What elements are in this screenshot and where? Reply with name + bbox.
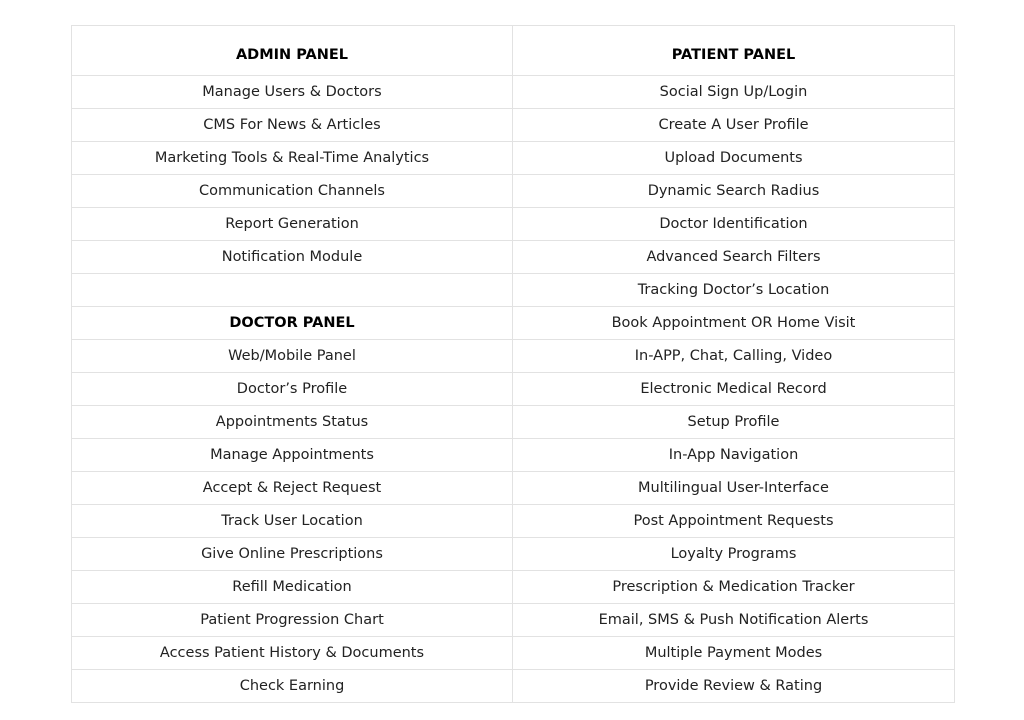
admin-feature-cell: Marketing Tools & Real-Time Analytics	[72, 142, 513, 175]
doctor-feature-cell: Patient Progression Chart	[72, 604, 513, 637]
patient-feature-cell: Loyalty Programs	[513, 538, 955, 571]
patient-feature-cell: In-APP, Chat, Calling, Video	[513, 340, 955, 373]
table-row	[72, 175, 955, 208]
admin-feature-cell: Report Generation	[72, 208, 513, 241]
table-row	[72, 406, 955, 439]
table-row	[72, 109, 955, 142]
table-row	[72, 505, 955, 538]
table-row	[72, 208, 955, 241]
patient-feature-cell: Doctor Identification	[513, 208, 955, 241]
patient-feature-cell: Post Appointment Requests	[513, 505, 955, 538]
patient-feature-cell: Prescription & Medication Tracker	[513, 571, 955, 604]
doctor-feature-cell: Refill Medication	[72, 571, 513, 604]
doctor-feature-cell: Check Earning	[72, 670, 513, 703]
table-row	[72, 26, 955, 76]
table-row	[72, 637, 955, 670]
admin-feature-cell: CMS For News & Articles	[72, 109, 513, 142]
patient-feature-cell: Book Appointment OR Home Visit	[513, 307, 955, 340]
patient-feature-cell: Multiple Payment Modes	[513, 637, 955, 670]
patient-feature-cell: Social Sign Up/Login	[513, 76, 955, 109]
table-row	[72, 604, 955, 637]
doctor-feature-cell: Track User Location	[72, 505, 513, 538]
doctor-feature-cell: Access Patient History & Documents	[72, 637, 513, 670]
patient-panel-heading: PATIENT PANEL	[513, 26, 955, 76]
patient-feature-cell: Provide Review & Rating	[513, 670, 955, 703]
doctor-feature-cell: Give Online Prescriptions	[72, 538, 513, 571]
table-row	[72, 538, 955, 571]
table-row	[72, 142, 955, 175]
doctor-feature-cell: Appointments Status	[72, 406, 513, 439]
table-row	[72, 340, 955, 373]
patient-feature-cell: In-App Navigation	[513, 439, 955, 472]
table-row	[72, 76, 955, 109]
table-row	[72, 274, 955, 307]
doctor-feature-cell: Accept & Reject Request	[72, 472, 513, 505]
doctor-feature-cell: Manage Appointments	[72, 439, 513, 472]
patient-feature-cell: Multilingual User-Interface	[513, 472, 955, 505]
patient-feature-cell: Upload Documents	[513, 142, 955, 175]
admin-panel-heading: ADMIN PANEL	[72, 26, 513, 76]
table-row	[72, 571, 955, 604]
doctor-feature-cell: Doctor’s Profile	[72, 373, 513, 406]
doctor-feature-cell: Web/Mobile Panel	[72, 340, 513, 373]
admin-feature-cell: Manage Users & Doctors	[72, 76, 513, 109]
patient-feature-cell: Setup Profile	[513, 406, 955, 439]
doctor-panel-heading: DOCTOR PANEL	[72, 307, 513, 340]
patient-feature-cell: Electronic Medical Record	[513, 373, 955, 406]
patient-feature-cell: Tracking Doctor’s Location	[513, 274, 955, 307]
table-row	[72, 373, 955, 406]
admin-feature-cell: Notification Module	[72, 241, 513, 274]
table-row	[72, 472, 955, 505]
table-row	[72, 307, 955, 340]
patient-feature-cell: Email, SMS & Push Notification Alerts	[513, 604, 955, 637]
patient-feature-cell: Dynamic Search Radius	[513, 175, 955, 208]
table-row	[72, 241, 955, 274]
empty-cell	[72, 274, 513, 307]
table-row	[72, 670, 955, 703]
patient-feature-cell: Advanced Search Filters	[513, 241, 955, 274]
feature-table	[71, 25, 955, 703]
admin-feature-cell: Communication Channels	[72, 175, 513, 208]
table-row	[72, 439, 955, 472]
patient-feature-cell: Create A User Profile	[513, 109, 955, 142]
feature-table-container	[71, 25, 954, 703]
